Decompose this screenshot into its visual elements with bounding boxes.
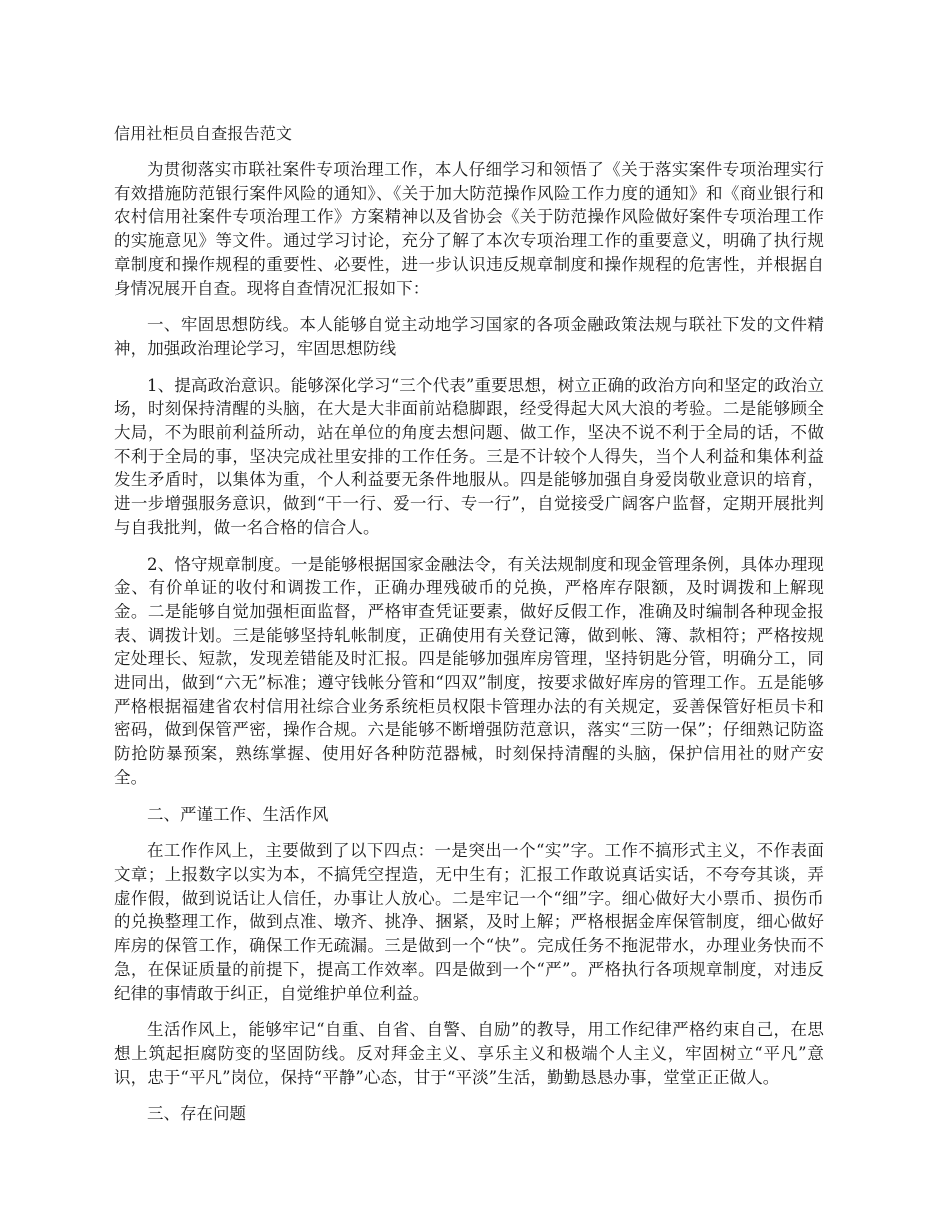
section-2-heading: 二、严谨工作、生活作风 — [147, 804, 329, 824]
section-3-heading: 三、存在问题 — [147, 1104, 246, 1124]
work-style-paragraph: 在工作作风上，主要做到了以下四点：一是突出一个“实”字。工作不搞形式主义，不作表面文章；上报数字以实为本，不搞凭空捏造，无中生有；汇报工作敢说真话实话，不夸夸其谈，弄虚作假，做到说话让人信任，办事让人放心。二是牢记一个“细”字。细心做好大小票币、损伤币的兑换整理工作，做到点准、墩齐、挑净、捆紧，及时上解；严格根据金库保管制度，细心做好库房的保管工作，确保工作无疏漏。三是做到一个“快”。完成任务不拖泥带水，办理业务快而不急，在保证质量的前提下，提高工作效率。四是做到一个“严”。严格执行各项规章制度，对违反纪律的事情敢于纠正，自觉维护单位利益。 — [114, 841, 824, 1003]
life-style-paragraph: 生活作风上，能够牢记“自重、自省、自警、自励”的教导，用工作纪律严格约束自己，在思想上筑起拒腐防变的坚固防线。反对拜金主义、享乐主义和极端个人主义，牢固树立“平凡”意识，忠于“平凡”岗位，保持“平静”心态，甘于“平淡”生活，勤勤恳恳办事，堂堂正正做人。 — [114, 1020, 824, 1087]
document-title: 信用社柜员自查报告范文 — [114, 124, 293, 143]
rules-compliance-paragraph: 2、恪守规章制度。一是能够根据国家金融法令，有关法规制度和现金管理条例，具体办理现金、有价单证的收付和调拨工作，正确办理残破币的兑换，严格库存限额，及时调拨和上解现金。二是能够自觉加强柜面监督，严格审查凭证要素，做好反假工作，准确及时编制各种现金报表、调拨计划。三是能够坚持轧帐制度，正确使用有关登记簿，做到帐、簿、款相符；严格按规定处理长、短款，发现差错能及时汇报。四是能够加强库房管理，坚持钥匙分管，明确分工，同进同出，做到“六无”标准；遵守钱帐分管和“四双”制度，按要求做好库房的管理工作。五是能够严格根据福建省农村信用社综合业务系统柜员权限卡管理办法的有关规定，妥善保管好柜员卡和密码，做到保管严密，操作合规。六是能够不断增强防范意识，落实“三防一保”；仔细熟记防盗防抢防暴预案，熟练掌握、使用好各种防范器械，时刻保持清醒的头脑，保护信用社的财产安全。 — [114, 554, 824, 787]
intro-paragraph: 为贯彻落实市联社案件专项治理工作，本人仔细学习和领悟了《关于落实案件专项治理实行有效措施防范银行案件风险的通知》、《关于加大防范操作风险工作力度的通知》和《商业银行和农村信用社案件专项治理工作》方案精神以及省协会《关于防范操作风险做好案件专项治理工作的实施意见》等文件。通过学习讨论，充分了解了本次专项治理工作的重要意义，明确了执行规章制度和操作规程的重要性、必要性，进一步认识违反规章制度和操作规程的危害性，并根据自身情况展开自查。现将自查情况汇报如下： — [114, 160, 824, 298]
section-1-paragraph: 一、牢固思想防线。本人能够自觉主动地学习国家的各项金融政策法规与联社下发的文件精神，加强政治理论学习，牢固思想防线 — [114, 315, 824, 358]
political-awareness-paragraph: 1、提高政治意识。能够深化学习“三个代表”重要思想，树立正确的政治方向和坚定的政治立场，时刻保持清醒的头脑，在大是大非面前站稳脚跟，经受得起大风大浪的考验。二是能够顾全大局，不为眼前利益所动，站在单位的角度去想问题、做工作，坚决不说不利于全局的话，不做不利于全局的事，坚决完成社里安排的工作任务。三是不计较个人得失，当个人利益和集体利益发生矛盾时，以集体为重，个人利益要无条件地服从。四是能够加强自身爱岗敬业意识的培育，进一步增强服务意识，做到“干一行、爱一行、专一行”，自觉接受广阔客户监督，定期开展批判与自我批判，做一名合格的信合人。 — [114, 375, 824, 537]
